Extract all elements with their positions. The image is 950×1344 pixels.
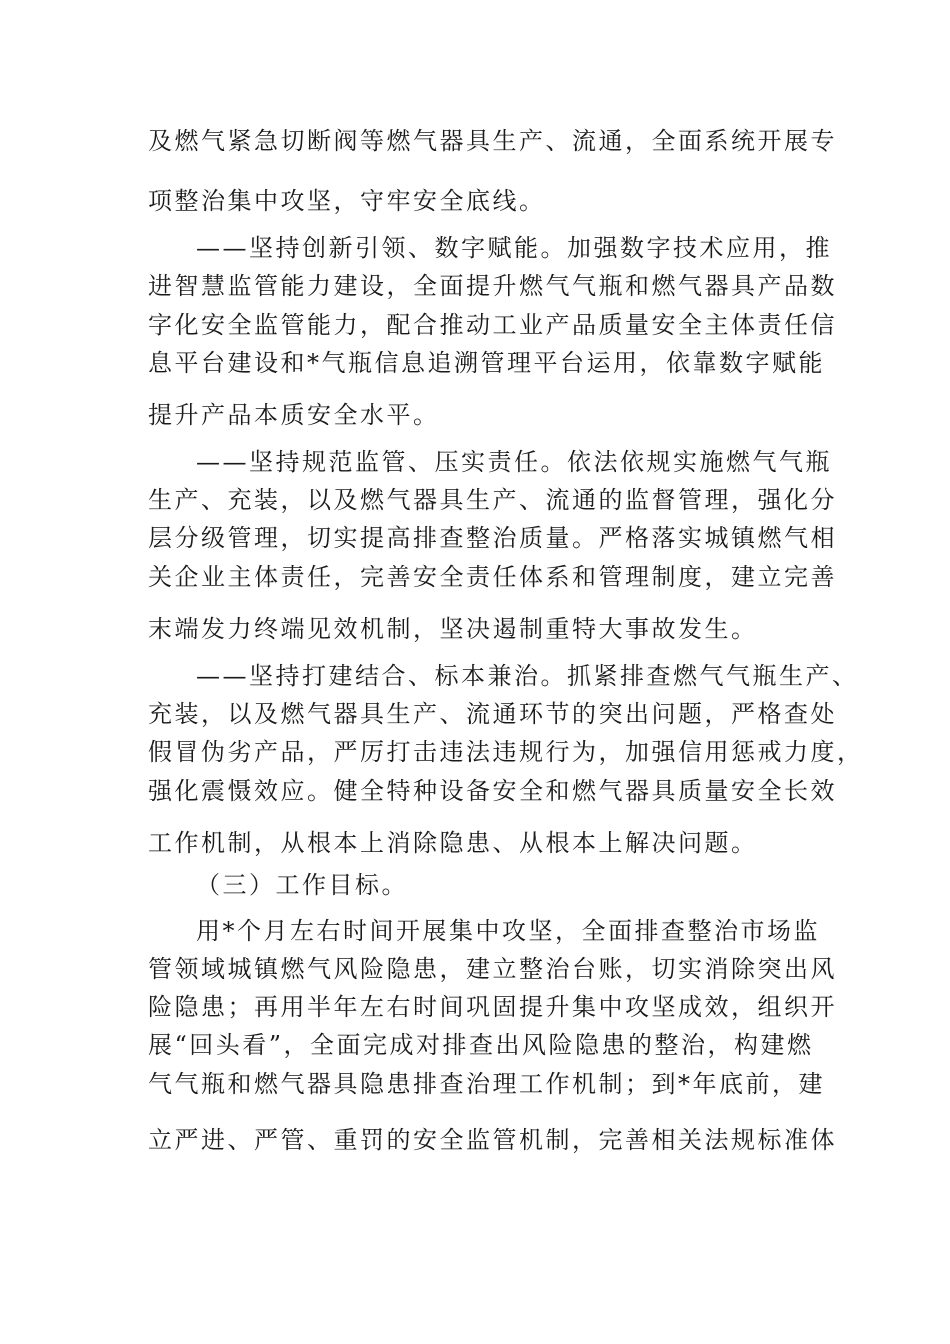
text-line: 假冒伪劣产品，严厉打击违法违规行为，加强信用惩戒力度， <box>148 738 864 766</box>
text-line: 生产、充装，以及燃气器具生产、流通的监督管理，强化分 <box>148 486 837 514</box>
text-line: 工作机制，从根本上消除隐患、从根本上解决问题。 <box>148 829 758 857</box>
text-line: 末端发力终端见效机制，坚决遏制重特大事故发生。 <box>148 615 758 643</box>
section-heading: （三）工作目标。 <box>196 871 408 899</box>
text-line: 层分级管理，切实提高排查整治质量。严格落实城镇燃气相 <box>148 524 837 552</box>
text-line: 关企业主体责任，完善安全责任体系和管理制度，建立完善 <box>148 563 837 591</box>
paragraph-first-line: 用*个月左右时间开展集中攻坚，全面排查整治市场监 <box>196 917 820 945</box>
text-line: 展“回头看”，全面完成对排查出风险隐患的整治，构建燃 <box>148 1031 814 1059</box>
text-line: 进智慧监管能力建设，全面提升燃气气瓶和燃气器具产品数 <box>148 272 837 300</box>
paragraph-first-line: ——坚持规范监管、压实责任。依法依规实施燃气气瓶 <box>196 448 832 476</box>
text-line: 管领域城镇燃气风险隐患，建立整治台账，切实消除突出风 <box>148 955 837 983</box>
text-line: 险隐患；再用半年左右时间巩固提升集中攻坚成效，组织开 <box>148 993 837 1021</box>
text-line: 强化震慑效应。健全特种设备安全和燃气器具质量安全长效 <box>148 777 837 805</box>
text-line: 气气瓶和燃气器具隐患排查治理工作机制；到*年底前，建 <box>148 1070 825 1098</box>
text-line: 提升产品本质安全水平。 <box>148 401 440 429</box>
text-line: 立严进、严管、重罚的安全监管机制，完善相关法规标准体 <box>148 1126 837 1154</box>
text-line: 字化安全监管能力，配合推动工业产品质量安全主体责任信 <box>148 311 837 339</box>
text-line: 项整治集中攻坚，守牢安全底线。 <box>148 187 546 215</box>
paragraph-first-line: ——坚持打建结合、标本兼治。抓紧排查燃气气瓶生产、 <box>196 662 859 690</box>
paragraph-first-line: ——坚持创新引领、数字赋能。加强数字技术应用，推 <box>196 234 832 262</box>
text-line: 及燃气紧急切断阀等燃气器具生产、流通，全面系统开展专 <box>148 127 837 155</box>
text-line: 充装，以及燃气器具生产、流通环节的突出问题，严格查处 <box>148 700 837 728</box>
text-line: 息平台建设和*气瓶信息追溯管理平台运用，依靠数字赋能 <box>148 349 825 377</box>
